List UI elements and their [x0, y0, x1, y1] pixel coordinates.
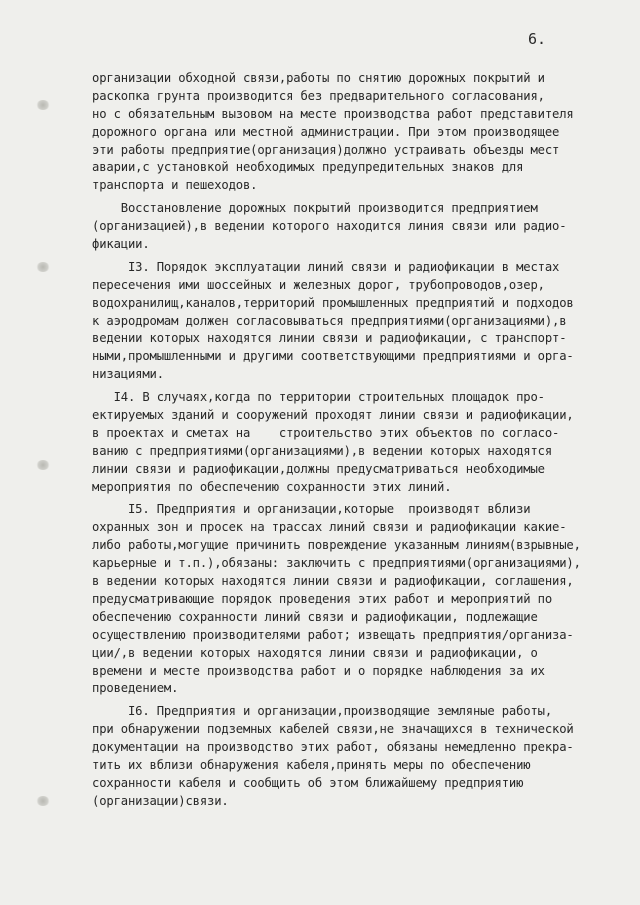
paragraph — [92, 703, 632, 810]
text-line: I5. Предприятия и организации,которые производят вблизи — [92, 502, 531, 517]
text-line: ции/,в ведении которых находятся линии связи и радиофикации, о — [92, 645, 538, 660]
punch-hole-mark — [36, 100, 50, 110]
text-line: низациями. — [92, 367, 164, 382]
text-line: Восстановление дорожных покрытий производится предприятием — [92, 201, 538, 216]
text-line: пересечения ими шоссейных и железных дорог, трубопроводов,озер, — [92, 277, 545, 292]
text-line: транспорта и пешеходов. — [92, 178, 258, 193]
text-line: фикации. — [92, 237, 150, 252]
text-line: водохранилищ,каналов,территорий промышленных предприятий и подходов — [92, 295, 574, 310]
text-line: раскопка грунта производится без предварительного согласования, — [92, 88, 545, 103]
text-line: в проектах и сметах на строительство этих объектов по согласо- — [92, 425, 560, 440]
text-line: (организацией),в ведении которого находится линия связи или радио- — [92, 219, 567, 234]
punch-hole-mark — [36, 460, 50, 470]
document-body — [92, 70, 632, 811]
text-line: проведением. — [92, 681, 179, 696]
text-line: либо работы,могущие причинить повреждение указанным линиям(взрывные, — [92, 538, 581, 553]
text-line: но с обязательным вызовом на месте производства работ представителя — [92, 106, 574, 121]
text-line: I4. В случаях,когда по территории строительных площадок про- — [92, 390, 545, 405]
text-line: I3. Порядок эксплуатации линий связи и радиофикации в местах — [92, 259, 560, 274]
text-line: эти работы предприятие(организация)должно устраивать объезды мест — [92, 142, 560, 157]
text-line: к аэродромам должен согласовываться предприятиями(организациями),в — [92, 313, 567, 328]
text-line: документации на производство этих работ, обязаны немедленно прекра- — [92, 740, 574, 755]
paragraph — [92, 259, 632, 384]
text-line: предусматривающие порядок проведения этих работ и мероприятий по — [92, 591, 552, 606]
text-line: организации обходной связи,работы по снятию дорожных покрытий и — [92, 71, 545, 85]
text-line: обеспечению сохранности линий связи и радиофикации, подлежащие — [92, 609, 538, 624]
text-line: дорожного органа или местной администрации. При этом производящее — [92, 124, 560, 139]
text-line: в ведении которых находятся линии связи и радиофикации, соглашения, — [92, 574, 574, 589]
text-line: осуществлению производителями работ; извещать предприятия/организа- — [92, 627, 574, 642]
text-line: сохранности кабеля и сообщить об этом ближайшему предприятию — [92, 775, 524, 790]
text-line: ванию с предприятиями(организациями),в ведении которых находятся — [92, 443, 552, 458]
text-line: аварии,с установкой необходимых предупредительных знаков для — [92, 160, 524, 175]
page-number: 6. — [528, 30, 547, 48]
text-line: мероприятия по обеспечению сохранности этих линий. — [92, 479, 452, 494]
text-line: карьерные и т.п.),обязаны: заключить с предприятиями(организациями), — [92, 556, 581, 571]
paragraph — [92, 70, 632, 195]
text-line: при обнаружении подземных кабелей связи,не значащихся в технической — [92, 722, 574, 737]
paragraph — [92, 389, 632, 496]
text-line: охранных зон и просек на трассах линий связи и радиофикации какие- — [92, 520, 567, 535]
text-line: ектируемых зданий и сооружений проходят линии связи и радиофикации, — [92, 408, 574, 423]
paragraph — [92, 200, 632, 254]
paragraph — [92, 501, 632, 698]
text-line: тить их вблизи обнаружения кабеля,принять меры по обеспечению — [92, 757, 531, 772]
text-line: ными,промышленными и другими соответствующими предприятиями и орга- — [92, 349, 574, 364]
text-line: линии связи и радиофикации,должны предусматриваться необходимые — [92, 461, 545, 476]
text-line: (организации)связи. — [92, 793, 229, 808]
punch-hole-mark — [36, 796, 50, 806]
text-line: I6. Предприятия и организации,производящие земляные работы, — [92, 704, 552, 719]
text-line: времени и месте производства работ и о порядке наблюдения за их — [92, 663, 545, 678]
text-line: ведении которых находятся линии связи и радиофикации, с транспорт- — [92, 331, 567, 346]
punch-hole-mark — [36, 262, 50, 272]
